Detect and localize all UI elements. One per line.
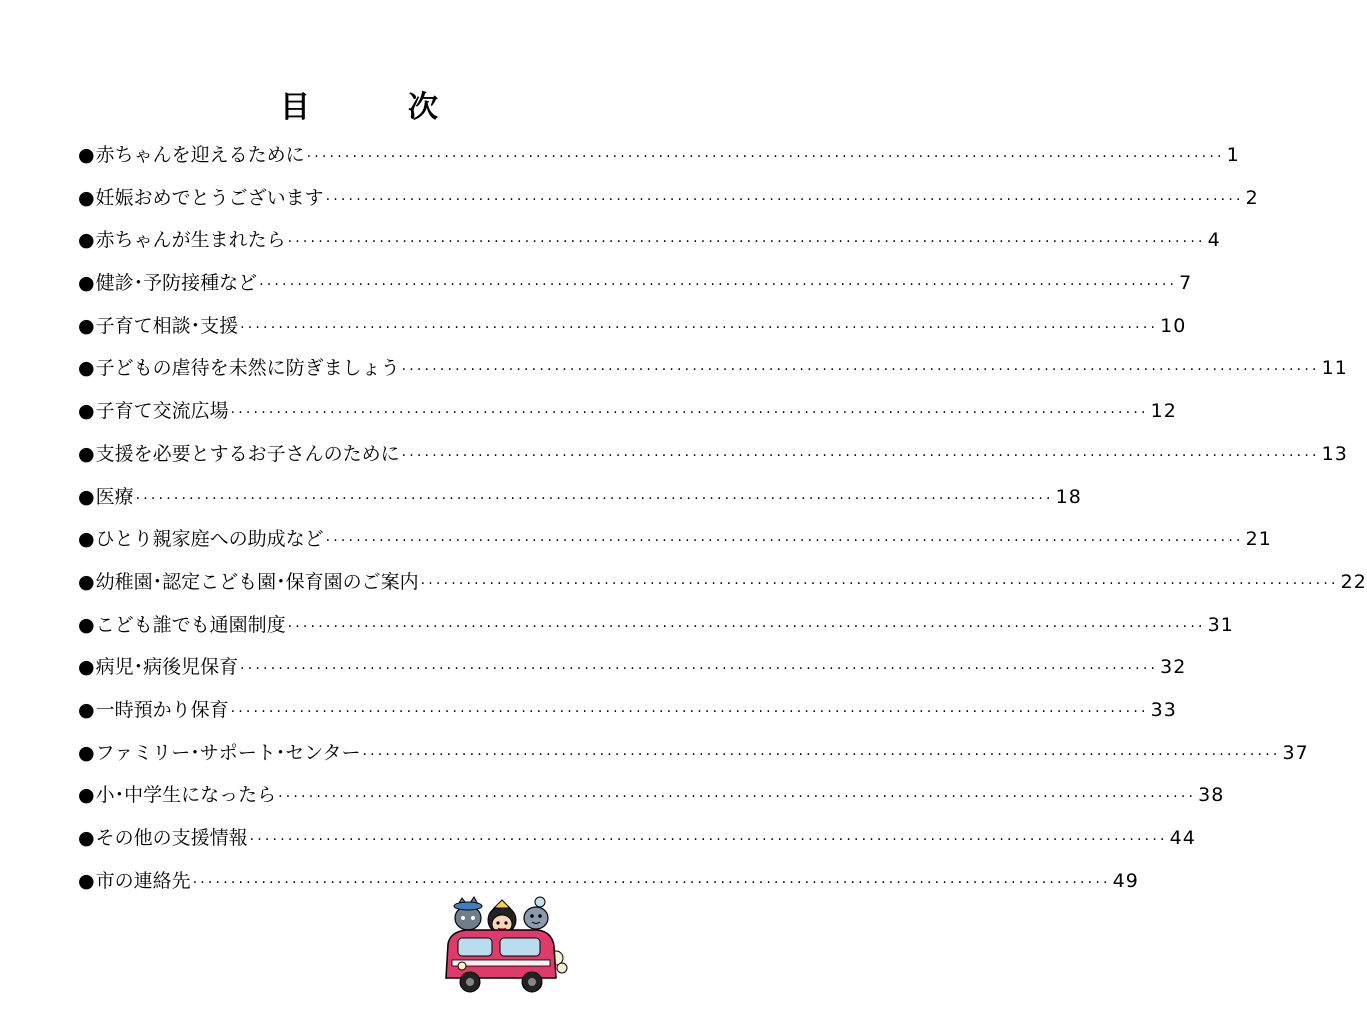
bullet-icon: ● [78,186,95,209]
toc-entry-label: ひとり親家庭への助成など [95,528,324,551]
toc-entry-page: 22 [1340,570,1367,593]
bullet-icon: ● [78,656,95,679]
dot-leader: ························································································································ [259,277,1178,294]
dot-leader: ························································································································ [230,405,1149,422]
toc-entry[interactable] [78,311,1187,354]
toc-entry[interactable] [78,353,1348,396]
toc-entry-label: 子育て交流広場 [95,400,229,423]
toc-entry[interactable] [78,482,1082,525]
toc-entry-label: こども誰でも通園制度 [95,613,286,636]
dot-leader: ························································································································ [240,661,1159,678]
dot-leader: ························································································································ [325,191,1244,208]
bullet-icon: ● [78,442,95,465]
toc-entry-page: 4 [1207,229,1221,252]
toc-entry-page: 12 [1150,400,1177,423]
toc-entry-label: ファミリー･サポート･センター [95,741,361,764]
toc-entry[interactable] [78,439,1348,482]
toc-entry-page: 11 [1321,357,1348,380]
bullet-icon: ● [78,869,95,892]
dot-leader: ························································································································ [306,149,1225,165]
toc-entry-page: 1 [1226,144,1240,166]
bullet-icon: ● [78,314,95,337]
dot-leader: ························································································································ [362,746,1281,763]
toc-entry[interactable] [78,183,1259,226]
toc-entry-label: 医療 [95,485,134,508]
dot-leader: ························································································································ [192,874,1111,891]
dot-leader: ························································································································ [287,618,1206,635]
dot-leader: ························································································································ [287,234,1206,251]
toc-entry-label: 病児･病後児保育 [95,656,239,679]
bullet-icon: ● [78,528,95,551]
mascots-car-illustration [438,894,568,998]
bullet-icon: ● [78,357,95,380]
toc-entry-label: 市の連絡先 [95,869,191,892]
bullet-icon: ● [78,741,95,764]
bullet-icon: ● [78,570,95,593]
page-title: 目 次 [280,90,472,126]
dot-leader: ························································································································ [325,533,1244,550]
bullet-icon: ● [78,272,95,295]
toc-entry[interactable] [78,695,1177,738]
bullet-icon: ● [78,698,95,721]
toc-entry-label: 小･中学生になったら [95,784,277,807]
blue-mascot-icon [524,897,548,929]
table-of-contents [78,140,1367,908]
toc-entry-page: 33 [1150,698,1177,721]
toc-entry-page: 21 [1245,528,1272,551]
toc-entry-label: 子育て相談･支援 [95,314,239,337]
toc-entry-page: 38 [1198,784,1225,807]
bullet-icon: ● [78,144,95,166]
dot-leader: ························································································································ [230,703,1149,720]
dot-leader: ························································································································ [240,319,1159,336]
toc-entry[interactable] [78,140,1240,183]
bullet-icon: ● [78,400,95,423]
bullet-icon: ● [78,229,95,252]
toc-entry[interactable] [78,396,1177,439]
toc-entry-page: 32 [1160,656,1187,679]
dot-leader: ························································································································ [278,789,1197,806]
toc-entry-label: 妊娠おめでとうございます [95,186,324,209]
girl-mascot-icon [488,900,516,934]
dot-leader: ························································································································ [135,490,1054,507]
pink-car-icon [446,930,556,978]
toc-entry[interactable] [78,225,1221,268]
toc-entry-page: 13 [1321,442,1348,465]
toc-entry-label: 支援を必要とするお子さんのために [95,442,400,465]
toc-entry-page: 7 [1179,272,1193,295]
toc-entry[interactable] [78,268,1193,311]
toc-entry[interactable] [78,652,1187,695]
toc-entry-page: 31 [1207,613,1234,636]
toc-entry-page: 44 [1169,827,1196,849]
toc-entry-label: 赤ちゃんを迎えるために [95,144,305,166]
toc-entry[interactable] [78,567,1367,610]
toc-entry[interactable] [78,610,1234,653]
bullet-icon: ● [78,485,95,508]
toc-entry-label: 一時預かり保育 [95,698,229,721]
toc-entry[interactable] [78,738,1309,781]
toc-entry-label: 健診･予防接種など [95,272,258,295]
toc-entry-label: 赤ちゃんが生まれたら [95,229,286,252]
toc-entry[interactable] [78,823,1196,866]
dot-leader: ························································································································ [401,362,1320,379]
toc-entry-label: 子どもの虐待を未然に防ぎましょう [95,357,400,380]
toc-entry-page: 10 [1160,314,1187,337]
bullet-icon: ● [78,613,95,636]
toc-entry-page: 18 [1055,485,1082,508]
bullet-icon: ● [78,827,95,849]
dot-leader: ························································································································ [401,447,1320,464]
toc-entry-page: 37 [1282,741,1309,764]
toc-entry[interactable] [78,780,1225,823]
toc-entry-label: 幼稚園･認定こども園･保育園のご案内 [95,570,419,593]
bullet-icon: ● [78,784,95,807]
dot-leader: ························································································································ [420,575,1339,592]
toc-entry-page: 2 [1245,186,1259,209]
dot-leader: ························································································································ [249,832,1168,848]
gray-mascot-icon [454,897,482,930]
toc-entry-page: 49 [1112,869,1139,892]
toc-entry-label: その他の支援情報 [95,827,248,849]
toc-entry[interactable] [78,524,1272,567]
